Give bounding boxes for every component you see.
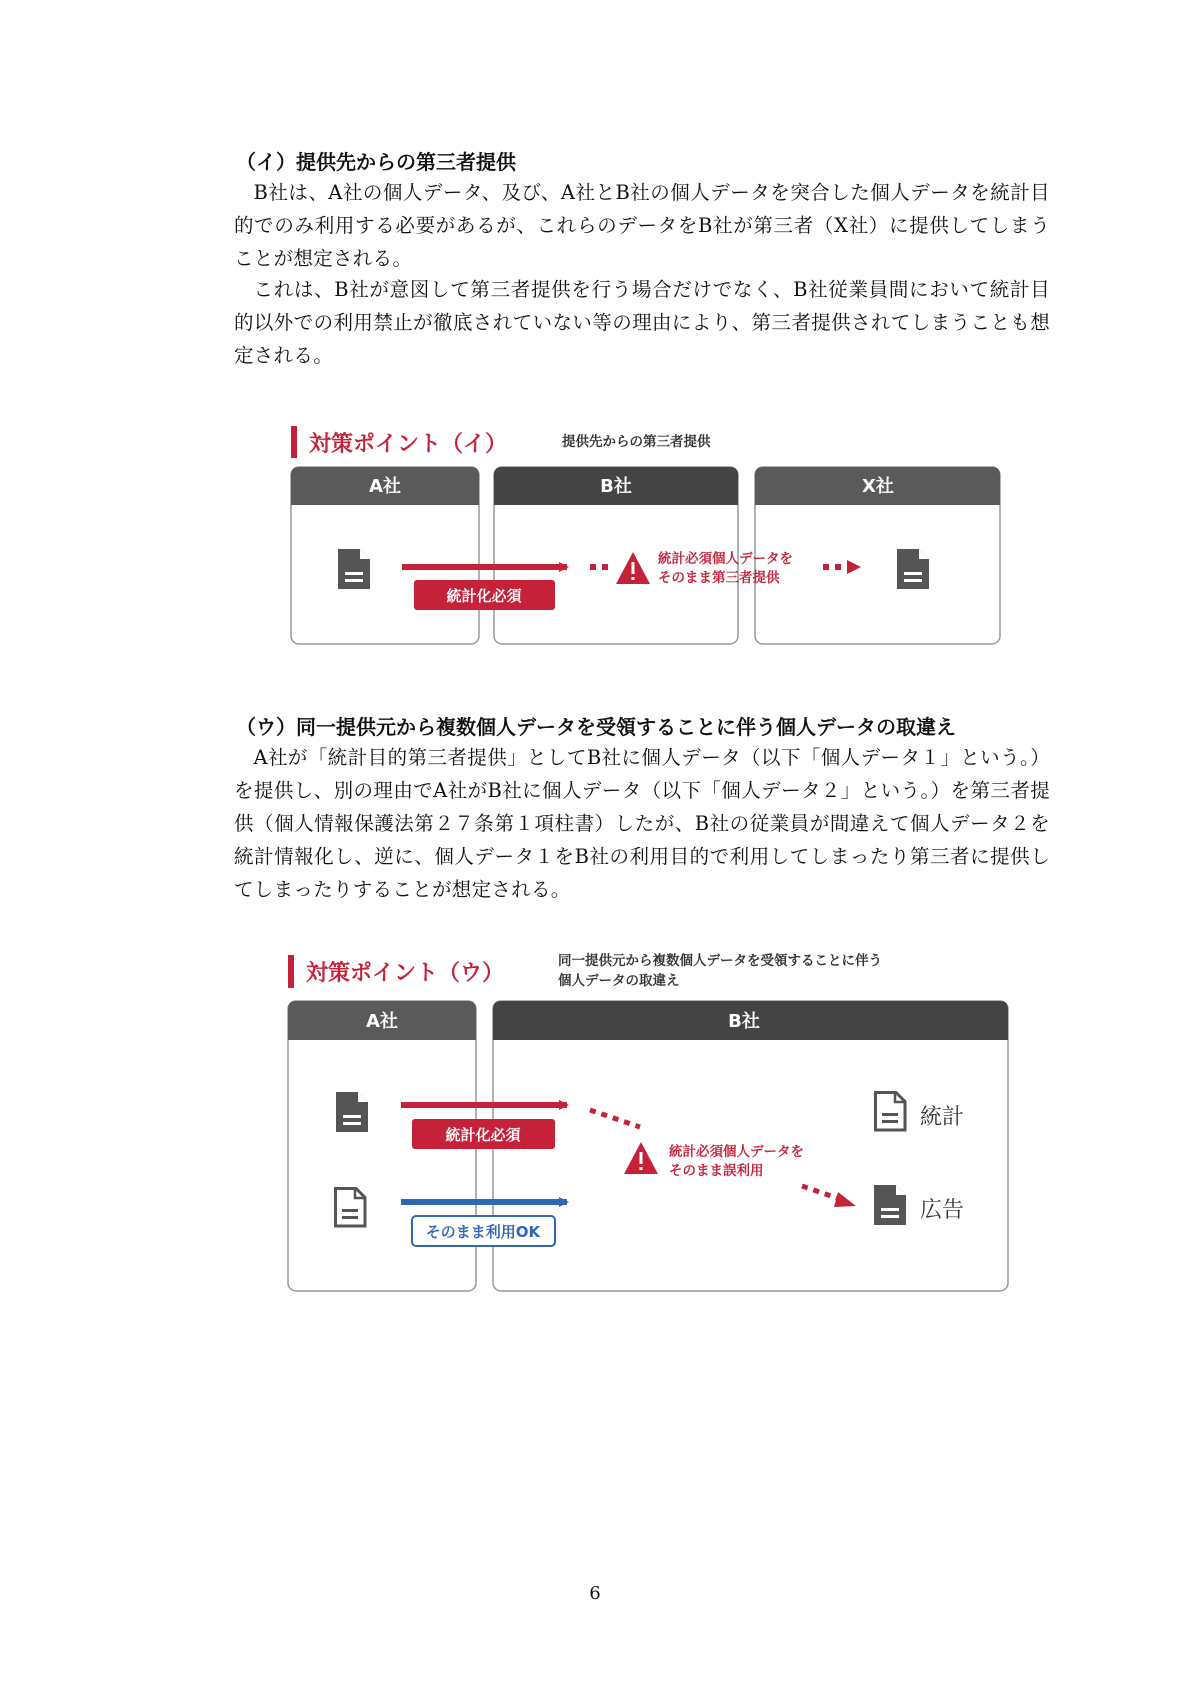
figure-u-arrow1-label: 統計化必須 [445,1126,521,1144]
figure-u-arrow2-label: そのまま利用OK [425,1223,541,1241]
figure-u-subtitle-line-2: 個人データの取違え [558,973,680,989]
figure-i-box-a-label: A社 [369,476,401,497]
document-outline-icon [876,1093,906,1131]
figure-u-subtitle-line-1: 同一提供元から複数個人データを受領することに伴う [558,953,882,969]
figure-u-box-a-label: A社 [366,1011,398,1032]
figure-i-arrow-label: 統計化必須 [446,587,522,605]
section-title-u: （ウ）同一提供元から複数個人データを受領することに伴う個人データの取違え [236,715,956,739]
figure-i-heading: 対策ポイント（イ） [309,432,508,457]
document-outline-icon [336,1189,366,1227]
figure-u-heading: 対策ポイント（ウ） [306,961,505,986]
figure-u-output-stats: 統計 [920,1105,965,1130]
document-icon [336,1092,368,1132]
figure-u-warning-line-2: そのまま誤利用 [669,1163,764,1179]
figure-i-box-x-label: X社 [862,476,894,497]
figure-i-warning-line-2: そのまま第三者提供 [658,570,780,586]
paragraph-u-1: A社が「統計目的第三者提供」としてB社に個人データ（以下「個人データ１」という。）を提供し、別の理由でA社がB社に個人データ（以下「個人データ２」という。）を第三者提供（個人情報保護法第２７条第１項柱書）したが、B社の従業員が間違えて個人データ２を統計情報化し、逆に、個人データ１をB社の利用目的で利用してしまったり第三者に提供してしまったりすることが想定される。 [234,746,1050,901]
document-icon [874,1185,906,1225]
figure-u-heading-bar [288,955,294,988]
section-title-i: （イ）提供先からの第三者提供 [236,150,516,174]
figure-i-box-b-label: B社 [600,476,632,497]
figure-u-box-b-label: B社 [728,1011,760,1032]
figure-i-warning-line-1: 統計必須個人データを [658,551,793,567]
paragraph-i-1: B社は、A社の個人データ、及び、A社とB社の個人データを突合した個人データを統計目的でのみ利用する必要があるが、これらのデータをB社が第三者（X社）に提供してしまうことが想定される。 [234,181,1050,270]
page-number: 6 [589,1583,601,1604]
figure-u-warning-line-1: 統計必須個人データを [669,1144,804,1160]
figure-i-subtitle: 提供先からの第三者提供 [562,434,711,450]
paragraph-i-2: これは、B社が意図して第三者提供を行う場合だけでなく、B社従業員間において統計目的以外での利用禁止が徹底されていない等の理由により、第三者提供されてしまうことも想定される。 [234,278,1050,367]
figure-u-output-ads: 広告 [920,1198,965,1223]
